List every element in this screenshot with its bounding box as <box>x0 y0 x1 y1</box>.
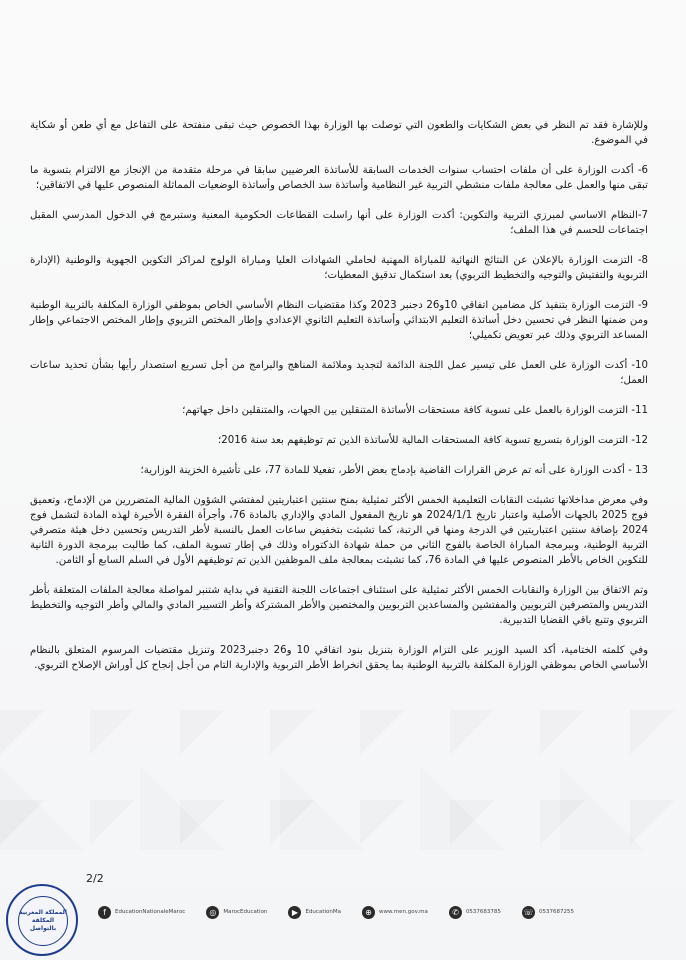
footer-label: EducationMa <box>305 909 341 915</box>
footer-label: EducationNationaleMaroc <box>115 909 186 915</box>
document-body <box>30 118 648 688</box>
footer-fax[interactable] <box>522 906 574 919</box>
footer-label: 0537683785 <box>465 909 501 915</box>
paragraph: 11- التزمت الوزارة بالعمل على تسوية كافة مستحقات الأساتذة المتنقلين بين الجهات، والمتنقلين داخل جهاتهم؛ <box>182 405 648 416</box>
paragraph: 13 - أكدت الوزارة على أنه تم عرض القرارات القاضية بإدماج بعض الأطر، تفعيلا للمادة 77، على تأشيرة الخزينة الوزارية؛ <box>140 465 648 476</box>
seal-center <box>18 896 68 946</box>
ministry-seal <box>6 884 78 956</box>
seal-line: بالتواصل <box>29 925 57 932</box>
instagram-icon: ◎ <box>206 906 219 919</box>
background-decoration <box>0 710 686 850</box>
paragraph: 7-النظام الاساسي لمبرزي التربية والتكوين: أكدت الوزارة على أنها راسلت القطاعات الحكومية المعنية وستبرمج في الدخول المدرسي المقبل اجتماعات للحسم في هذا الملف؛ <box>30 210 648 236</box>
footer-label: www.men.gov.ma <box>379 909 428 915</box>
footer-phone[interactable] <box>449 906 501 919</box>
phone-icon: ✆ <box>449 906 462 919</box>
footer-website[interactable] <box>362 906 428 919</box>
paragraph: وتم الاتفاق بين الوزارة والنقابات الخمس الأكثر تمثيلية على استئناف اجتماعات اللجنة التقنية في بداية شتنبر لمواصلة معالجة الملفات المتعلقة بأطر التدريس والمتصرفين التربويين والمفتشين والمساعدين التربويين والمختصين والأطر المشتركة وأطر التسيير المادي والمالي وأطر التوجيه والتخطيط التربوي وتتبع باقي القضايا التدبيرية. <box>30 585 648 626</box>
paragraph: وفي كلمته الختامية، أكد السيد الوزير على التزام الوزارة بتنزيل بنود اتفاقي 10 و26 دجنبر2023 وتنزيل مقتضيات المرسوم المتعلق بالنظام الأساسي الخاص بموظفي الوزارة المكلفة بالتربية الوطنية بما يحقق انخراط الأطر التربوية والإدارية التام من أجل إنجاح كل أوراش الإصلاح التربوي. <box>30 645 648 671</box>
paragraph: 10- أكدت الوزارة على العمل على تيسير عمل اللجنة الدائمة لتجديد وملائمة المناهج والبرامج من أجل تسريع استصدار رأيها بشأن تحديد ساعات العمل؛ <box>30 360 648 386</box>
footer-label: MarocEducation <box>223 909 268 915</box>
seal-line: المملكة المغربية <box>19 909 67 916</box>
paragraph: 9- التزمت الوزارة بتنفيذ كل مضامين اتفاقي 10و26 دجنبر 2023 وكذا مقتضيات النظام الأساسي الخاص بموظفي الوزارة المكلفة بالتربية الوطنية ومن ضمنها النظر في تحسين دخل أساتذة التعليم الابتدائي وأساتذة التعليم الثانوي الإعدادي وإطار المختص التربوي وإطار المختص الاجتماعي وإطار المساعد التربوي وذلك عبر تعويض تكميلي؛ <box>30 300 648 341</box>
paragraph: 6- أكدت الوزارة على أن ملفات احتساب سنوات الخدمات السابقة للأساتذة العرضيين سابقا في مرحلة متقدمة من الإنجاز مع الالتزام بتسوية ما تبقى منها والعمل على معالجة ملفات منشطي التربية غير النظامية وأساتذة سد الخصاص وأساتذة الوضعيات المماثلة المنصوص عليها في الاتفاقين؛ <box>30 165 648 191</box>
footer-instagram[interactable] <box>206 906 267 919</box>
paragraph: وللإشارة فقد تم النظر في بعض الشكايات والطعون التي توصلت بها الوزارة بهذا الخصوص حيث تبقى منفتحة على التفاعل مع أي طعن أو شكاية في الموضوع. <box>30 120 648 146</box>
seal-line: المكلفة <box>31 917 55 924</box>
footer-facebook[interactable] <box>98 906 185 919</box>
footer-youtube[interactable] <box>288 906 341 919</box>
fax-icon: ☏ <box>523 907 534 917</box>
page-number: 2/2 <box>86 872 104 885</box>
facebook-icon: f <box>98 906 111 919</box>
paragraph: 12- التزمت الوزارة بتسريع تسوية كافة المستحقات المالية للأساتذة الذين تم توظيفهم بعد سنة 2016؛ <box>218 435 648 446</box>
contact-footer <box>98 904 574 920</box>
globe-icon: ⊕ <box>362 906 375 919</box>
paragraph: وفي معرض مداخلاتها تشبثت النقابات التعليمية الخمس الأكثر تمثيلية بمنح سنتين اعتباريتين لمفتشي الشؤون المالية المتضررين من الإدماج، وتعميق فوج 2025 بالجهات الأصلية واعتبار تاريخ 2024/1/1 هو تاريخ المفعول المادي والإداري بالمادة 76، وأجرأة الفقرة الأخيرة لهذه المادة لتشمل فوج 2024 بإضافة سنتين اعتباريتين في الدرجة ومنها في الرتبة، كما تشبثت بتخفيض ساعات العمل بالنسبة لأطر التدريس وتحسين دخل هيئة متصرفي التربية الوطنية، وببرمجة المباراة الخاصة بالفوج الثاني من حملة شهادة الدكتوراه وذلك في إطار تسوية الملف، كما طالبت ببرمجة الدورة الثانية للتكوين الخاص بالأطر المنصوص عليها في المادة 76، كما تشبثت بمعالجة ملف الموظفين الذين تم توظيفهم الأول في السلم السابع أو الثامن. <box>30 495 648 566</box>
youtube-icon: ▶ <box>288 906 301 919</box>
paragraph: 8- التزمت الوزارة بالإعلان عن النتائج النهائية للمباراة المهنية لحاملي الشهادات العليا ومباراة الولوج لمراكز التكوين الجهوية والوطنية (الإدارة التربوية والتفتيش والتوجيه والتخطيط التربوي) بعد استكمال تدقيق المعطيات؛ <box>30 255 648 281</box>
footer-label: 0537687255 <box>538 909 574 915</box>
